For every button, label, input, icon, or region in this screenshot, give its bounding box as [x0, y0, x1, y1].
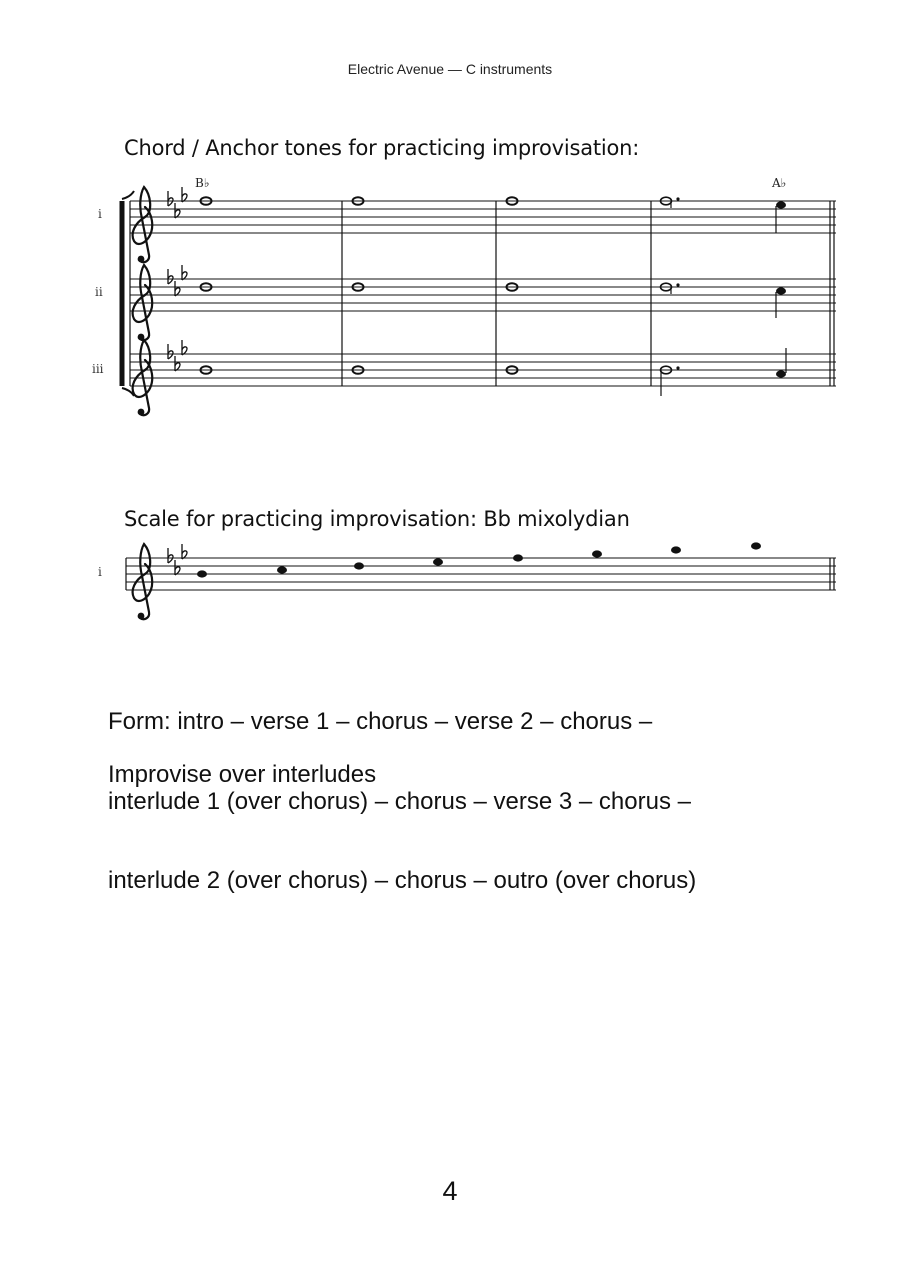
chord-symbol-ab: A♭ — [772, 176, 787, 190]
flat-icon — [182, 544, 187, 559]
running-header: Electric Avenue — C instruments — [347, 61, 553, 77]
system-bracket — [122, 191, 134, 396]
flat-icon — [175, 281, 180, 296]
form-description — [108, 656, 696, 948]
staff-ii — [130, 265, 836, 340]
notes-staff-iii — [201, 348, 787, 396]
chord-section-heading: Chord / Anchor tones for practicing improvisation: — [124, 136, 640, 160]
flat-icon — [182, 265, 187, 280]
scale-section-heading: Scale for practicing improvisation: Bb mixolydian — [124, 507, 630, 531]
improvise-note: Improvise over interludes — [108, 761, 377, 788]
flat-icon — [168, 269, 173, 284]
flat-icon — [182, 187, 187, 202]
page-number: 4 — [442, 1176, 458, 1206]
staff-i — [130, 187, 836, 262]
staff-iii — [130, 340, 836, 415]
flat-icon — [168, 344, 173, 359]
notes-staff-ii — [201, 283, 787, 318]
system-barlines — [130, 201, 834, 386]
chord-symbol-bb: B♭ — [195, 176, 210, 190]
form-line: Form: intro – verse 1 – chorus – verse 2 – chorus – — [108, 708, 653, 735]
scale-staff-label: i — [98, 565, 102, 579]
flat-icon — [182, 340, 187, 355]
flat-icon — [168, 191, 173, 206]
staff-label-ii: ii — [95, 285, 103, 299]
flat-icon — [175, 203, 180, 218]
flat-icon — [175, 356, 180, 371]
form-line: interlude 2 (over chorus) – chorus – outro (over chorus) — [108, 867, 697, 894]
staff-label-i: i — [98, 207, 102, 221]
scale-notes — [197, 542, 761, 577]
notes-staff-i — [201, 197, 787, 233]
flat-icon — [168, 548, 173, 563]
staff-label-iii: iii — [92, 362, 104, 376]
form-line: interlude 1 (over chorus) – chorus – verse 3 – chorus – — [108, 787, 691, 815]
scale-staff — [126, 542, 836, 619]
flat-icon — [175, 560, 180, 575]
